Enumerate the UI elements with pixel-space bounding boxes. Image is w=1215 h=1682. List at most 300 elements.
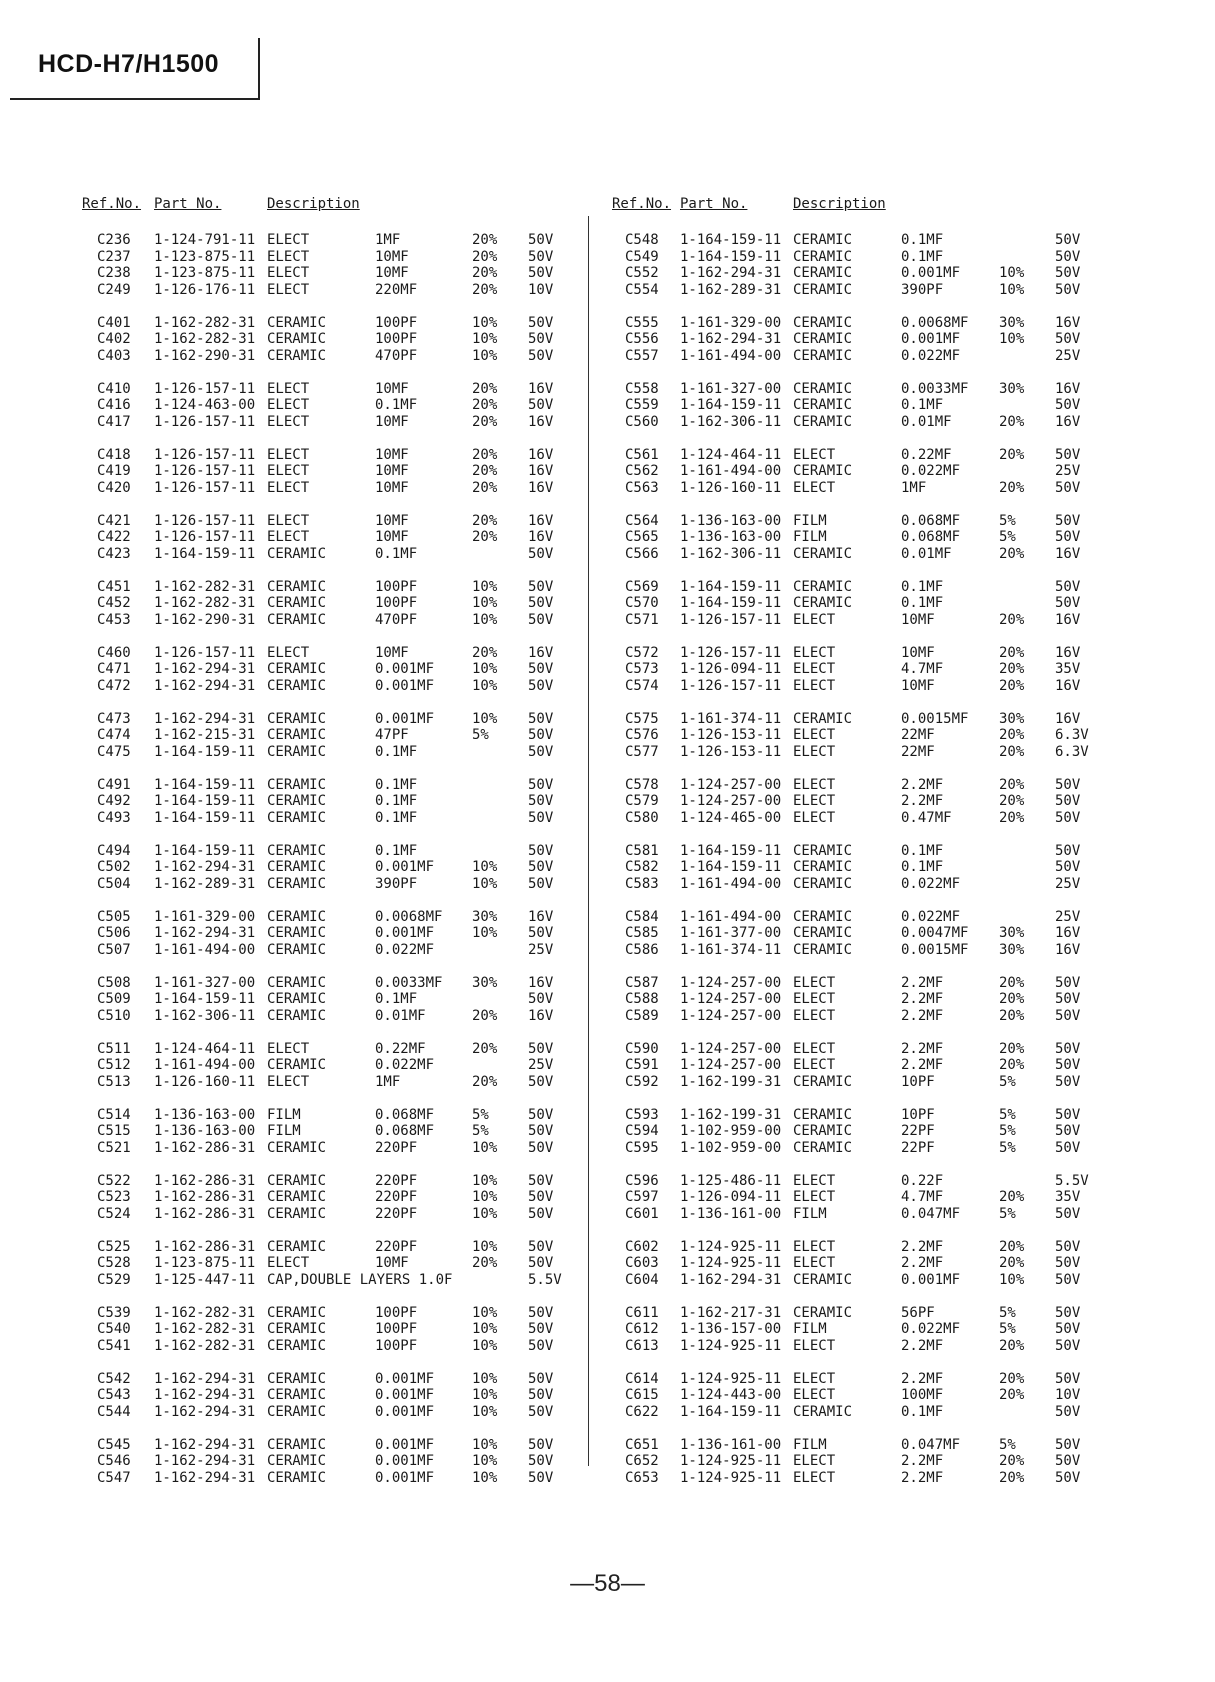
part-no: 1-126-157-11 (680, 611, 782, 628)
part-no: 1-162-294-31 (154, 1453, 256, 1469)
ref-no: C539 (97, 1304, 131, 1321)
voltage: 16V (528, 380, 554, 397)
part-value: 0.1MF (375, 793, 418, 809)
voltage: 50V (528, 1073, 554, 1090)
ref-no: C652 (625, 1453, 659, 1469)
voltage: 16V (528, 446, 554, 463)
part-value: 2.2MF (901, 1370, 944, 1387)
voltage: 16V (528, 413, 554, 430)
ref-no: C508 (97, 974, 131, 991)
part-no: 1-162-306-11 (680, 545, 782, 562)
part-no: 1-102-959-00 (680, 1123, 782, 1139)
part-type: ELECT (267, 281, 310, 298)
part-value: 10MF (375, 463, 409, 479)
voltage: 50V (1055, 1040, 1081, 1057)
ref-no: C502 (97, 859, 131, 875)
voltage: 50V (528, 743, 554, 760)
tolerance: 30% (999, 314, 1025, 331)
ref-no: C417 (97, 413, 131, 430)
part-type: CERAMIC (793, 595, 853, 611)
part-no: 1-162-217-31 (680, 1304, 782, 1321)
part-value: 0.0033MF (901, 380, 969, 397)
part-no: 1-126-153-11 (680, 727, 782, 743)
part-no: 1-136-161-00 (680, 1436, 782, 1453)
ref-no: C556 (625, 331, 659, 347)
ref-no: C575 (625, 710, 659, 727)
part-type: ELECT (267, 644, 310, 661)
voltage: 50V (1055, 1057, 1081, 1073)
tolerance: 20% (999, 644, 1025, 661)
part-value: 0.001MF (375, 1370, 435, 1387)
part-no: 1-162-289-31 (680, 281, 782, 298)
part-no: 1-124-465-00 (680, 809, 782, 826)
tolerance: 10% (472, 1469, 498, 1486)
part-value: 470PF (375, 611, 418, 628)
tolerance: 20% (999, 661, 1025, 677)
part-type: CERAMIC (267, 1238, 327, 1255)
ref-no: C581 (625, 842, 659, 859)
voltage: 16V (528, 463, 554, 479)
ref-no: C565 (625, 529, 659, 545)
tolerance: 5% (999, 1123, 1016, 1139)
part-type: ELECT (267, 380, 310, 397)
voltage: 50V (528, 1205, 554, 1222)
part-type: ELECT (267, 232, 310, 248)
page-number: —58— (570, 1570, 645, 1597)
part-no: 1-124-257-00 (680, 776, 782, 793)
tolerance: 20% (472, 1040, 498, 1057)
voltage: 50V (528, 925, 554, 941)
ref-no: C594 (625, 1123, 659, 1139)
part-no: 1-164-159-11 (680, 578, 782, 595)
voltage: 16V (1055, 710, 1081, 727)
part-type: ELECT (267, 413, 310, 430)
tolerance: 10% (472, 1238, 498, 1255)
ref-no: C525 (97, 1238, 131, 1255)
voltage: 6.3V (1055, 743, 1089, 760)
tolerance: 30% (999, 925, 1025, 941)
part-type: FILM (267, 1106, 301, 1123)
ref-no: C514 (97, 1106, 131, 1123)
part-type: CERAMIC (267, 710, 327, 727)
voltage: 50V (1055, 809, 1081, 826)
ref-no: C512 (97, 1057, 131, 1073)
voltage: 50V (528, 842, 554, 859)
voltage: 50V (1055, 529, 1081, 545)
voltage: 50V (528, 875, 554, 892)
tolerance: 20% (472, 397, 498, 413)
part-no: 1-164-159-11 (680, 595, 782, 611)
part-type: ELECT (793, 1337, 836, 1354)
part-type: FILM (793, 1205, 827, 1222)
part-no: 1-164-159-11 (680, 1403, 782, 1420)
ref-no: C513 (97, 1073, 131, 1090)
ref-no: C403 (97, 347, 131, 364)
voltage: 50V (528, 545, 554, 562)
part-type: CERAMIC (793, 1123, 853, 1139)
ref-no: C540 (97, 1321, 131, 1337)
tolerance: 20% (472, 529, 498, 545)
part-value: 0.1MF (375, 776, 418, 793)
part-no: 1-136-163-00 (154, 1106, 256, 1123)
ref-no: C586 (625, 941, 659, 958)
part-no: 1-164-159-11 (154, 842, 256, 859)
voltage: 16V (1055, 644, 1081, 661)
part-no: 1-162-290-31 (154, 347, 256, 364)
tolerance: 5% (472, 1106, 489, 1123)
part-no: 1-125-486-11 (680, 1172, 782, 1189)
part-no: 1-161-494-00 (680, 463, 782, 479)
header-description: Description (793, 196, 886, 212)
tolerance: 20% (999, 991, 1025, 1007)
part-value: 220MF (375, 281, 418, 298)
voltage: 50V (528, 578, 554, 595)
ref-no: C410 (97, 380, 131, 397)
tolerance: 20% (472, 463, 498, 479)
tolerance: 10% (472, 347, 498, 364)
header-ref-no: Ref.No. (612, 196, 672, 212)
part-value: 0.001MF (375, 1436, 435, 1453)
tolerance: 20% (999, 776, 1025, 793)
part-type: CERAMIC (267, 941, 327, 958)
part-type: CERAMIC (267, 859, 327, 875)
part-type: CERAMIC (267, 1436, 327, 1453)
ref-no: C236 (97, 232, 131, 248)
voltage: 50V (1055, 859, 1081, 875)
voltage: 16V (1055, 941, 1081, 958)
part-type: FILM (267, 1123, 301, 1139)
voltage: 50V (528, 611, 554, 628)
voltage: 50V (528, 1189, 554, 1205)
voltage: 50V (528, 265, 554, 281)
part-no: 1-162-282-31 (154, 595, 256, 611)
part-type: CERAMIC (267, 595, 327, 611)
ref-no: C452 (97, 595, 131, 611)
part-value: 470PF (375, 347, 418, 364)
part-type: FILM (793, 512, 827, 529)
part-value: 10MF (901, 644, 935, 661)
part-value: 220PF (375, 1139, 418, 1156)
part-value: 22PF (901, 1123, 935, 1139)
part-no: 1-162-199-31 (680, 1073, 782, 1090)
voltage: 50V (528, 331, 554, 347)
part-value: 0.22F (901, 1172, 944, 1189)
voltage: 50V (528, 1255, 554, 1271)
ref-no: C546 (97, 1453, 131, 1469)
part-no: 1-164-159-11 (154, 743, 256, 760)
part-type: CERAMIC (793, 908, 853, 925)
part-no: 1-161-329-00 (680, 314, 782, 331)
part-no: 1-161-327-00 (680, 380, 782, 397)
ref-no: C585 (625, 925, 659, 941)
part-value: 10PF (901, 1106, 935, 1123)
part-no: 1-124-791-11 (154, 232, 256, 248)
part-type: CERAMIC (793, 859, 853, 875)
title-underline (10, 98, 260, 100)
part-value: 0.01MF (901, 545, 952, 562)
tolerance: 10% (472, 1139, 498, 1156)
part-value: 0.1MF (901, 859, 944, 875)
part-no: 1-126-160-11 (680, 479, 782, 496)
part-no: 1-162-282-31 (154, 578, 256, 595)
ref-no: C418 (97, 446, 131, 463)
voltage: 16V (528, 644, 554, 661)
voltage: 50V (528, 1453, 554, 1469)
ref-no: C475 (97, 743, 131, 760)
part-no: 1-162-282-31 (154, 1321, 256, 1337)
part-type: CERAMIC (267, 1139, 327, 1156)
part-type: CERAMIC (267, 908, 327, 925)
tolerance: 10% (472, 1321, 498, 1337)
part-value: 10MF (375, 265, 409, 281)
part-no: 1-126-160-11 (154, 1073, 256, 1090)
part-no: 1-126-157-11 (154, 463, 256, 479)
tolerance: 20% (999, 1040, 1025, 1057)
part-type: CERAMIC (793, 1073, 853, 1090)
part-type: CERAMIC (267, 545, 327, 562)
part-value: 0.022MF (375, 1057, 435, 1073)
ref-no: C602 (625, 1238, 659, 1255)
part-value: 0.1MF (375, 991, 418, 1007)
ref-no: C521 (97, 1139, 131, 1156)
voltage: 50V (1055, 1007, 1081, 1024)
ref-no: C420 (97, 479, 131, 496)
voltage: 50V (1055, 776, 1081, 793)
tolerance: 10% (999, 1271, 1025, 1288)
part-value: 390PF (375, 875, 418, 892)
part-value: 47PF (375, 727, 409, 743)
part-no: 1-162-294-31 (154, 1469, 256, 1486)
ref-no: C614 (625, 1370, 659, 1387)
part-type: CERAMIC (793, 232, 853, 248)
part-value: 100PF (375, 595, 418, 611)
part-value: 0.0015MF (901, 941, 969, 958)
part-value: 2.2MF (901, 793, 944, 809)
tolerance: 10% (472, 1436, 498, 1453)
part-value: 0.022MF (901, 463, 961, 479)
part-no: 1-124-925-11 (680, 1370, 782, 1387)
part-value: 0.001MF (375, 925, 435, 941)
voltage: 50V (528, 793, 554, 809)
part-no: 1-164-159-11 (154, 776, 256, 793)
ref-no: C615 (625, 1387, 659, 1403)
tolerance: 20% (999, 479, 1025, 496)
tolerance: 5% (999, 1139, 1016, 1156)
part-type: CERAMIC (267, 1387, 327, 1403)
part-type: CERAMIC (793, 941, 853, 958)
ref-no: C557 (625, 347, 659, 364)
part-type: CERAMIC (267, 875, 327, 892)
part-type: CERAMIC (267, 1172, 327, 1189)
tolerance: 20% (472, 248, 498, 265)
part-no: 1-126-153-11 (680, 743, 782, 760)
ref-no: C249 (97, 281, 131, 298)
voltage: 50V (528, 991, 554, 1007)
voltage: 50V (528, 1304, 554, 1321)
tolerance: 10% (472, 677, 498, 694)
part-type: ELECT (793, 479, 836, 496)
voltage: 50V (1055, 232, 1081, 248)
tolerance: 20% (999, 545, 1025, 562)
part-value: 0.1MF (375, 809, 418, 826)
column-divider (588, 216, 589, 1466)
part-no: 1-162-294-31 (154, 661, 256, 677)
part-value: 0.001MF (375, 859, 435, 875)
header-part-no: Part No. (680, 196, 748, 212)
tolerance: 20% (999, 1370, 1025, 1387)
part-type: ELECT (267, 265, 310, 281)
tolerance: 10% (472, 1387, 498, 1403)
voltage: 50V (1055, 248, 1081, 265)
voltage: 50V (1055, 512, 1081, 529)
voltage: 16V (1055, 545, 1081, 562)
voltage: 5.5V (528, 1271, 562, 1288)
part-no: 1-162-294-31 (154, 1403, 256, 1420)
part-type: CERAMIC (267, 1337, 327, 1354)
part-value: 10MF (375, 512, 409, 529)
tolerance: 20% (999, 446, 1025, 463)
part-type: ELECT (793, 1469, 836, 1486)
voltage: 5.5V (1055, 1172, 1089, 1189)
tolerance: 5% (999, 1321, 1016, 1337)
voltage: 50V (528, 347, 554, 364)
voltage: 25V (1055, 463, 1081, 479)
part-no: 1-126-157-11 (680, 644, 782, 661)
tolerance: 5% (999, 1436, 1016, 1453)
voltage: 50V (1055, 1453, 1081, 1469)
ref-no: C545 (97, 1436, 131, 1453)
part-value: 100PF (375, 1337, 418, 1354)
part-no: 1-162-282-31 (154, 1304, 256, 1321)
part-type: CERAMIC (267, 1205, 327, 1222)
ref-no: C554 (625, 281, 659, 298)
part-type: CERAMIC (793, 265, 853, 281)
part-type: CERAMIC (267, 974, 327, 991)
ref-no: C523 (97, 1189, 131, 1205)
part-value: 0.0068MF (375, 908, 443, 925)
tolerance: 20% (999, 809, 1025, 826)
ref-no: C593 (625, 1106, 659, 1123)
part-value: 1MF (901, 479, 927, 496)
part-no: 1-164-159-11 (154, 991, 256, 1007)
part-value: 10MF (375, 380, 409, 397)
part-no: 1-136-161-00 (680, 1205, 782, 1222)
voltage: 25V (528, 1057, 554, 1073)
ref-no: C453 (97, 611, 131, 628)
ref-no: C549 (625, 248, 659, 265)
part-value: 10MF (375, 529, 409, 545)
part-no: 1-161-494-00 (680, 908, 782, 925)
part-type: CERAMIC (267, 842, 327, 859)
tolerance: 10% (472, 859, 498, 875)
part-type: CERAMIC (267, 809, 327, 826)
voltage: 50V (1055, 1370, 1081, 1387)
part-no: 1-164-159-11 (154, 793, 256, 809)
part-value: 10MF (901, 611, 935, 628)
voltage: 50V (528, 710, 554, 727)
tolerance: 20% (999, 727, 1025, 743)
voltage: 50V (528, 314, 554, 331)
voltage: 50V (1055, 595, 1081, 611)
part-no: 1-162-286-31 (154, 1189, 256, 1205)
voltage: 25V (528, 941, 554, 958)
part-no: 1-124-464-11 (680, 446, 782, 463)
part-no: 1-162-289-31 (154, 875, 256, 892)
voltage: 6.3V (1055, 727, 1089, 743)
voltage: 50V (528, 727, 554, 743)
part-no: 1-164-159-11 (680, 232, 782, 248)
voltage: 50V (528, 1387, 554, 1403)
ref-no: C576 (625, 727, 659, 743)
ref-no: C566 (625, 545, 659, 562)
tolerance: 20% (999, 1057, 1025, 1073)
part-type: CERAMIC (793, 710, 853, 727)
part-type: CERAMIC (267, 331, 327, 347)
tolerance: 10% (472, 710, 498, 727)
part-no: 1-161-374-11 (680, 941, 782, 958)
part-no: 1-162-286-31 (154, 1172, 256, 1189)
ref-no: C238 (97, 265, 131, 281)
voltage: 50V (1055, 578, 1081, 595)
part-type: CAP,DOUBLE LAYERS 1.0F (267, 1271, 453, 1288)
part-no: 1-161-494-00 (680, 347, 782, 364)
tolerance: 20% (999, 1337, 1025, 1354)
tolerance: 10% (472, 1172, 498, 1189)
ref-no: C419 (97, 463, 131, 479)
ref-no: C555 (625, 314, 659, 331)
tolerance: 5% (999, 512, 1016, 529)
tolerance: 20% (472, 1073, 498, 1090)
ref-no: C571 (625, 611, 659, 628)
part-no: 1-164-159-11 (680, 397, 782, 413)
tolerance: 10% (472, 661, 498, 677)
part-no: 1-123-875-11 (154, 265, 256, 281)
ref-no: C562 (625, 463, 659, 479)
voltage: 50V (1055, 479, 1081, 496)
ref-no: C510 (97, 1007, 131, 1024)
tolerance: 10% (472, 875, 498, 892)
part-no: 1-126-157-11 (154, 380, 256, 397)
part-type: ELECT (793, 974, 836, 991)
part-no: 1-126-157-11 (154, 446, 256, 463)
part-value: 0.001MF (901, 331, 961, 347)
tolerance: 20% (999, 1255, 1025, 1271)
voltage: 50V (1055, 1106, 1081, 1123)
part-type: CERAMIC (793, 347, 853, 364)
voltage: 35V (1055, 1189, 1081, 1205)
tolerance: 20% (999, 1469, 1025, 1486)
ref-no: C584 (625, 908, 659, 925)
part-value: 56PF (901, 1304, 935, 1321)
tolerance: 20% (472, 232, 498, 248)
voltage: 16V (528, 1007, 554, 1024)
part-value: 22MF (901, 727, 935, 743)
part-no: 1-162-286-31 (154, 1238, 256, 1255)
part-no: 1-161-494-00 (154, 1057, 256, 1073)
tolerance: 5% (999, 1205, 1016, 1222)
part-type: ELECT (793, 677, 836, 694)
part-type: FILM (793, 1321, 827, 1337)
part-type: CERAMIC (267, 1469, 327, 1486)
header-description: Description (267, 196, 360, 212)
ref-no: C529 (97, 1271, 131, 1288)
tolerance: 5% (999, 1073, 1016, 1090)
part-no: 1-164-159-11 (680, 859, 782, 875)
tolerance: 20% (472, 281, 498, 298)
ref-no: C574 (625, 677, 659, 694)
part-value: 2.2MF (901, 991, 944, 1007)
part-type: ELECT (793, 1040, 836, 1057)
